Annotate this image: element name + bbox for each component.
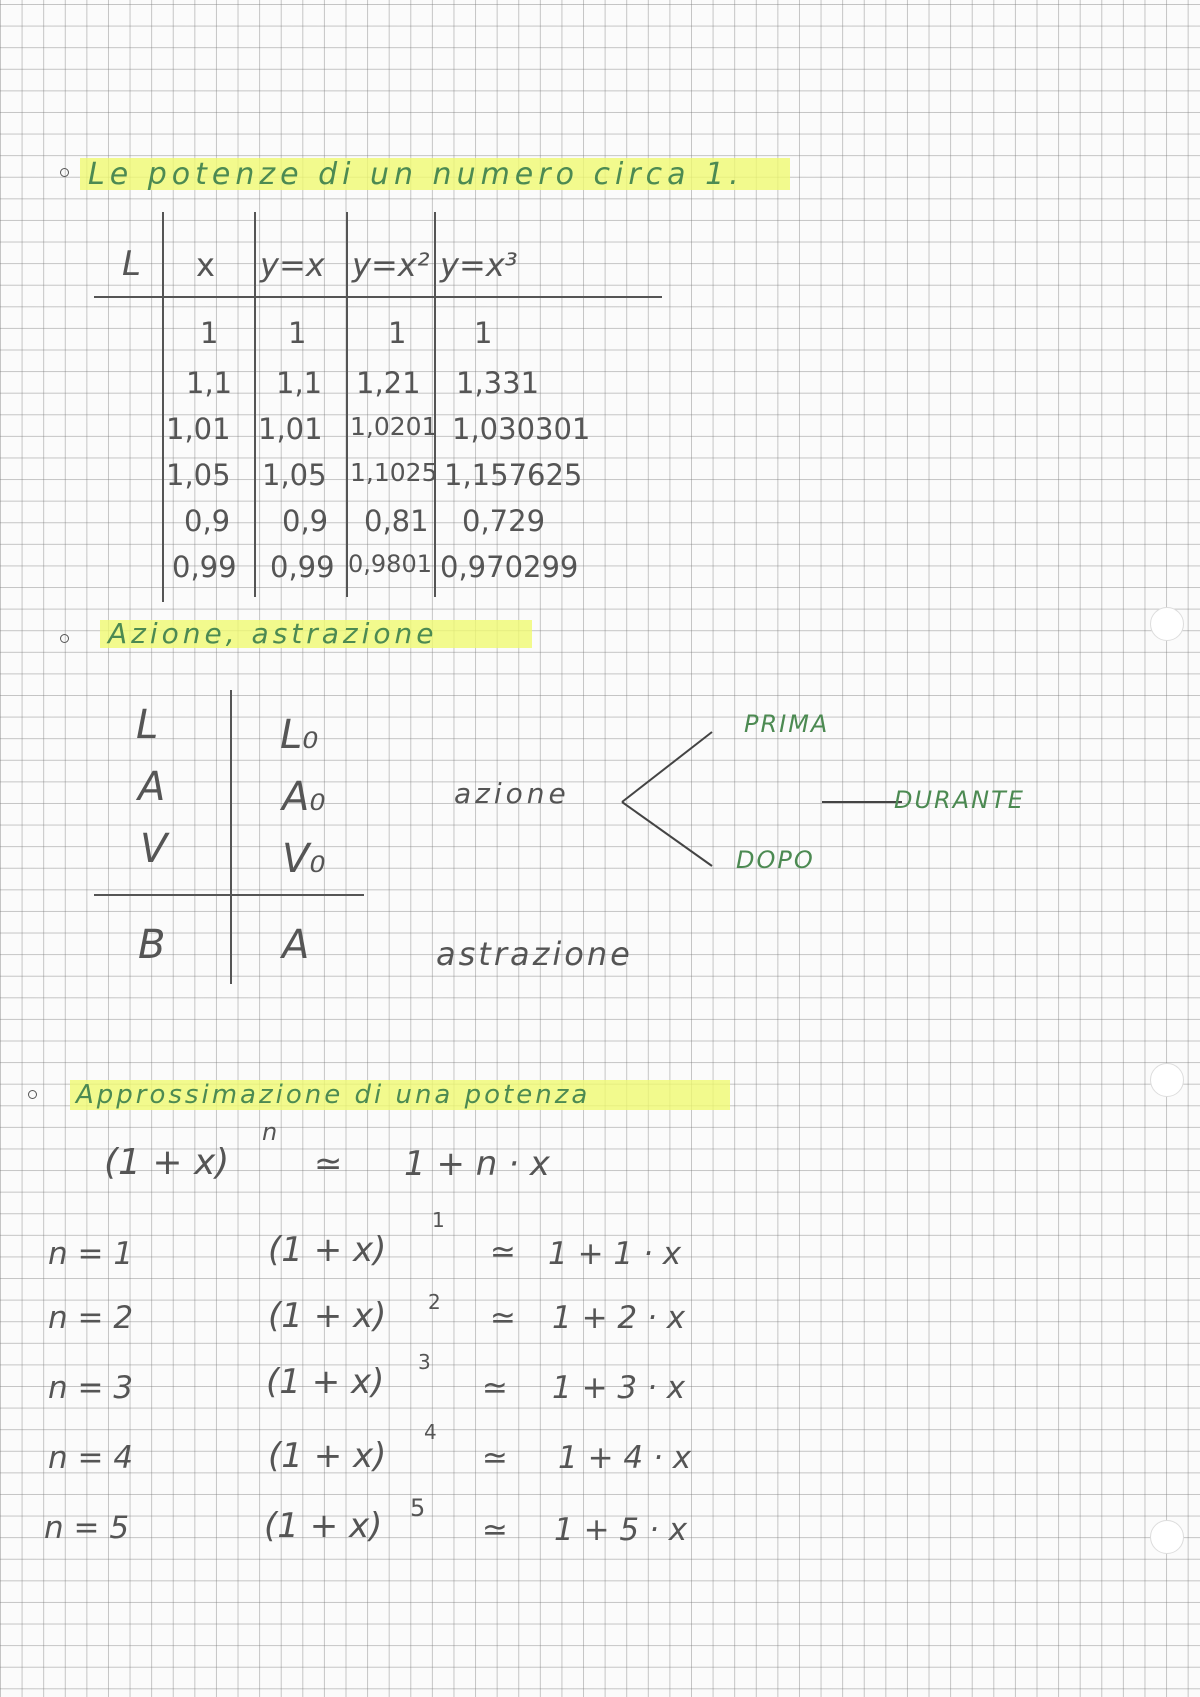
table-cell: 0,99 [172,550,237,584]
power-exponent: 2 [428,1290,441,1314]
astrazione-label: astrazione [436,935,633,973]
power-exponent: 5 [410,1494,426,1522]
table-cell: 1,0201 [350,412,438,441]
table-cell: 1,157625 [444,458,583,492]
section2-title: Azione, astrazione [108,617,438,650]
formula-rhs: 1 + n · x [404,1144,550,1184]
table-cell: 0,970299 [440,550,579,584]
table-header-cell: y=x² [352,246,430,284]
power-lhs: (1 + x) [268,1296,387,1336]
diagram-right-label: L₀ [280,712,319,758]
power-lhs: (1 + x) [268,1230,387,1270]
table-cell: 1 [474,316,493,350]
n-value: n = 5 [44,1510,130,1546]
diagram-left-label: A [138,764,166,810]
n-value: n = 1 [48,1236,134,1272]
formula-approx: ≃ [314,1144,343,1184]
diagram-left-label: L [136,702,159,748]
power-rhs: 1 + 2 · x [552,1300,686,1336]
table-cell: 1,21 [356,366,421,400]
dopo-label: DOPO [736,846,815,874]
formula-lhs: (1 + x) [104,1142,230,1183]
diagram-left-label: V [140,826,168,872]
n-value: n = 3 [48,1370,134,1406]
section3-title: Approssimazione di una potenza [76,1080,591,1110]
durante-label: DURANTE [894,786,1025,814]
diagram-right-label: A₀ [282,774,326,820]
table-cell: 1,030301 [452,412,591,446]
table-cell: 0,9 [184,504,231,538]
approx-symbol: ≃ [490,1234,516,1270]
approx-symbol: ≃ [490,1300,516,1336]
approx-symbol: ≃ [482,1440,508,1476]
table-cell: 0,729 [462,504,546,538]
table-cell: 0,9 [282,504,329,538]
table-cell: 0,99 [270,550,335,584]
n-value: n = 2 [48,1300,134,1336]
bullet-icon [28,1090,37,1099]
power-lhs: (1 + x) [264,1506,383,1546]
power-lhs: (1 + x) [268,1436,387,1476]
table-cell: 0,9801 [348,550,432,578]
table-cell: 1,01 [166,412,231,446]
power-rhs: 1 + 4 · x [558,1440,692,1476]
table-cell: 1,1025 [350,458,438,487]
table-cell: 1,1 [186,366,233,400]
azione-label: azione [454,777,570,810]
diagram-bottom-right: A [282,922,310,968]
table-cell: 1 [388,316,407,350]
power-exponent: 3 [418,1350,431,1374]
table-cell: 0,81 [364,504,429,538]
diagram-right-label: V₀ [282,836,326,882]
power-exponent: 4 [424,1420,437,1444]
power-exponent: 1 [432,1208,445,1232]
table-cell: 1 [288,316,307,350]
formula-exponent: n [262,1118,278,1146]
table-header-cell: y=x [260,246,325,284]
table-cell: 1,01 [258,412,323,446]
approx-symbol: ≃ [482,1370,508,1406]
table-header-cell: x [196,246,215,284]
prima-label: PRIMA [744,710,830,738]
approx-symbol: ≃ [482,1512,508,1548]
table-cell: 1 [200,316,219,350]
diagram-bottom-left: B [138,922,166,968]
table-header-cell: y=x³ [440,246,518,284]
table-cell: 1,05 [166,458,231,492]
table-row-label: L [122,244,141,284]
power-rhs: 1 + 1 · x [548,1236,682,1272]
power-rhs: 1 + 3 · x [552,1370,686,1406]
power-rhs: 1 + 5 · x [554,1512,688,1548]
n-value: n = 4 [48,1440,134,1476]
section1-title: Le potenze di un numero circa 1. [88,157,744,192]
table-cell: 1,1 [276,366,323,400]
power-lhs: (1 + x) [266,1362,385,1402]
table-cell: 1,05 [262,458,327,492]
table-cell: 1,331 [456,366,540,400]
